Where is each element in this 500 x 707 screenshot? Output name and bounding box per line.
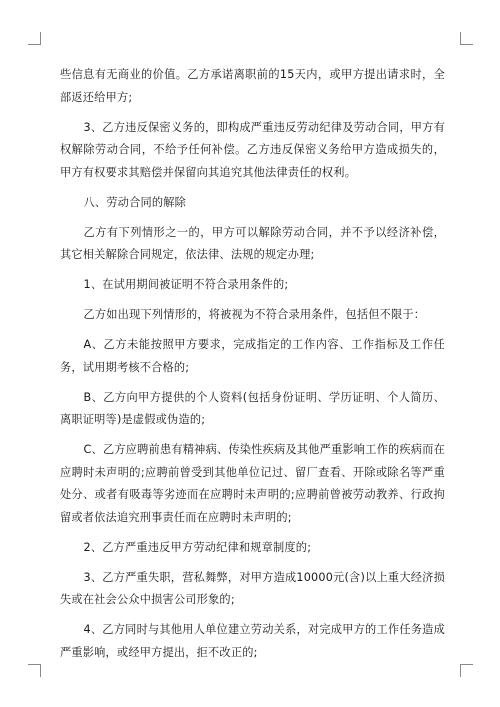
list-item-b: B、乙方向甲方提供的个人资料(包括身份证明、学历证明、个人简历、离职证明等)是虚假或伪造的; [60, 390, 445, 426]
list-item-2: 2、乙方严重违反甲方劳动纪律和规章制度的; [83, 540, 312, 554]
list-item-a: A、乙方未能按照甲方要求，完成指定的工作内容、工作指标及工作任务，试用期考核不合格的; [60, 338, 445, 374]
list-item-3: 3、乙方严重失职，营私舞弊，对甲方造成10000元(含)以上重大经济损失或在社会公众中损害公司形象的; [60, 570, 445, 606]
paragraph-continuation: 些信息有无商业的价值。乙方承诺离职前的15天内，或甲方提出请求时，全部返还给甲方; [60, 68, 445, 104]
crop-mark-top-right [460, 32, 473, 45]
section-heading-termination: 八、劳动合同的解除 [83, 195, 187, 209]
paragraph-clause-3: 3、乙方违反保密义务的，即构成严重违反劳动纪律及劳动合同，甲方有权解除劳动合同，不给予任何补偿。乙方违反保密义务给甲方造成损失的，甲方有权要求其赔偿并保留向其追究其他法律责任的权利。 [60, 120, 445, 179]
list-item-c: C、乙方应聘前患有精神病、传染性疾病及其他严重影响工作的疾病而在应聘时未声明的;应聘前曾受到其他单位记过、留厂查看、开除或除名等严重处分、或者有吸毒等劣迹而在应聘时未声明的;应聘前曾被劳动教养、行政拘留或者依法追究刑事责任而在应聘时未声明的; [60, 443, 445, 524]
paragraph-conditions-intro: 乙方如出现下列情形的，将被视为不符合录用条件，包括但不限于： [83, 308, 426, 321]
crop-mark-bottom-left [28, 664, 41, 677]
list-item-4: 4、乙方同时与其他用人单位建立劳动关系，对完成甲方的工作任务造成严重影响，或经甲方提出，拒不改正的; [60, 623, 445, 659]
paragraph-termination-intro: 乙方有下列情形之一的，甲方可以解除劳动合同，并不予以经济补偿，其它相关解除合同规定，依法律、法规的规定办理; [60, 225, 445, 261]
crop-mark-bottom-right [460, 664, 473, 677]
document-body [60, 64, 445, 672]
crop-mark-top-left [28, 32, 41, 45]
list-item-1: 1、在试用期间被证明不符合录用条件的; [83, 278, 289, 291]
